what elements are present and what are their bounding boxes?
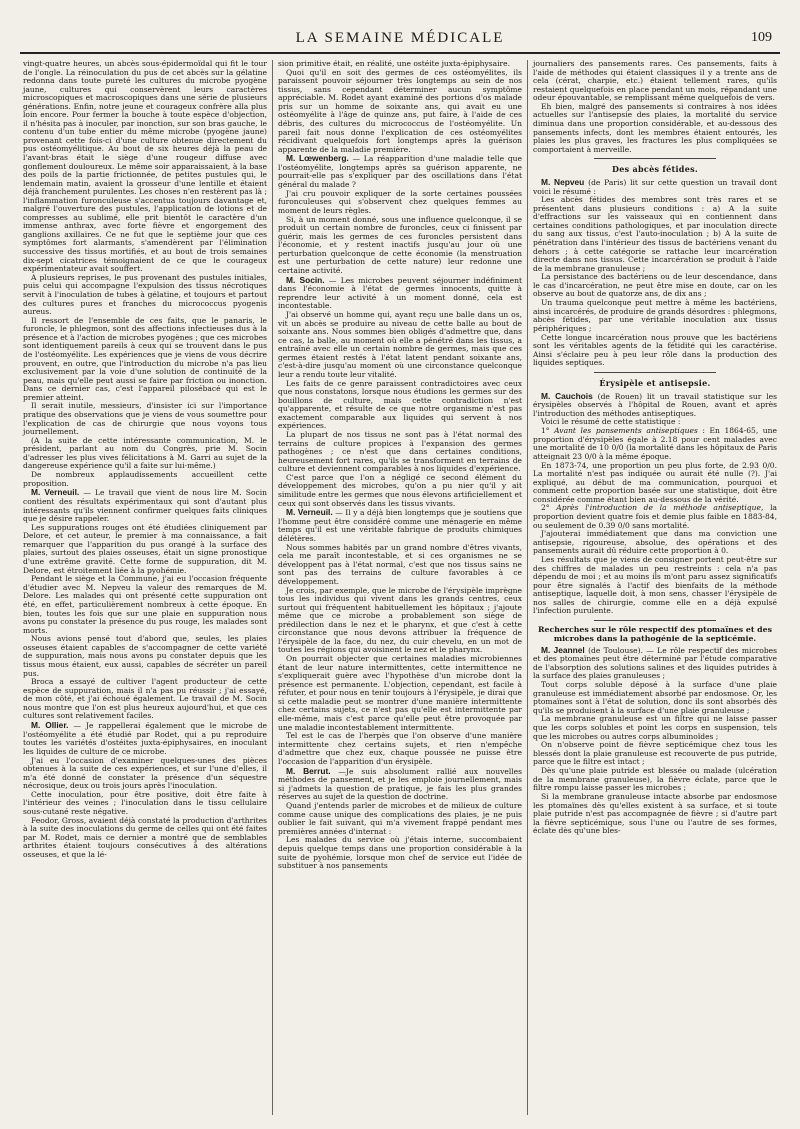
column-1 xyxy=(18,60,272,1115)
paragraph: Les faits de ce genre paraissent contradictoires avec ceux que nous constatons, lorsque nous étudions les germes sur des bouillons de culture, mais cette contradiction n'est qu'apparente, et résulte de ce que notre organisme n'est pas exactement comparable aux liquides qui servent à nos expériences. xyxy=(278,378,522,431)
speaker-name: M. Jeannel xyxy=(541,644,585,655)
paragraph: De nombreux applaudissements accueillent cette proposition. xyxy=(23,470,267,488)
column-3 xyxy=(527,60,782,1115)
paragraph: Nous avions pensé tout d'abord que, seules, les plaies osseuses étaient capables de s'accompagner de cette variété de suppuration, mais nous avons pu constater depuis que les tissus mous étaient, eux aussi, capables de sécréter un pareil pus. xyxy=(23,634,267,678)
speaker-name: M. Verneuil. xyxy=(286,507,333,518)
italic-phrase: Avant les pansements antiseptiques xyxy=(554,426,698,436)
speaker-text: — Il y a déjà bien longtemps que je soutiens que l'homme peut être considéré comme une ménagerie en même temps qu'il est une véritable fabrique de produits chimiques délétères. xyxy=(278,508,523,543)
paragraph: Il ressort de l'ensemble de ces faits, que le panaris, le furoncle, le phlegmon, sont des affections infectieuses dus à la présence et à l'action de microbes pyogènes ; que ces microbes sont identiquement pareils à ceux qui se trouvent dans le pus de l'ostéomyélite. Les expériences que je viens de vous décrire prouvent, en outre, que l'introduction du microbe n'a pas lieu exclusivement par la voie d'une solution de continuité de la peau, mais qu'elle peut aussi se faire par friction ou inonction. Dans ce dernier cas, c'est l'appareil pilosébacé qui est le premier atteint. xyxy=(23,315,267,402)
speaker-paragraph xyxy=(533,392,777,419)
paragraph: (A la suite de cette intéressante communication, M. le président, parlant au nom du Congrès, prie M. Socin d'adresser les plus vives félicitations à M. Garri au sujet de la dangereuse expérience qu'il a faite sur lui-même.) xyxy=(23,435,267,471)
speaker-text: — Les microbes peuvent séjourner indéfiniment dans l'économie à l'état de germes innocents, quitte à reprendre leur activité à un moment donné, cela est incontestable. xyxy=(278,275,522,311)
paragraph xyxy=(533,504,777,530)
paragraph: J'ai eu l'occasion d'examiner quelques-unes des pièces obtenues à la suite de ces expériences, et sur l'une d'elles, il m'a été donné de constater la présence d'un séquestre nécrosique, deux ou trois jours après l'inoculation. xyxy=(23,755,267,791)
speaker-text: — Je rappellerai également que le microbe de l'ostéomyélite a été étudié par Rodet, qui a pu reproduire toutes les variétés d'ostéites juxta-épiphysaires, en inoculant les liquides de culture de ce microbe. xyxy=(23,721,267,756)
speaker-name: M. Lœwenberg. xyxy=(286,153,349,164)
section-rule xyxy=(594,372,716,373)
section-rule xyxy=(594,158,716,159)
paragraph: La plupart de nos tissus ne sont pas à l'état normal des terrains de culture propices à l'expansion des germes pathogènes ; ce n'est que dans certaines conditions, heureusement fort rares, qu'ils se transforment en terrains de culture et deviennent comparables à nos liquides d'expérience. xyxy=(278,430,522,474)
paragraph: Tout corps soluble déposé à la surface d'une plaie granuleuse est immédiatement absorbé par endosmose. Or, les ptomaïnes sont à l'état de solution, donc ils sont absorbés dès qu'ils se produisent à la surface d'une plaie granuleuse ; xyxy=(533,680,777,715)
speaker-text: —Je suis absolument rallié aux nouvelles méthodes de pansement, et je les emploie journellement, mais si j'admets la question de pratique, je fais les plus grandes réserves au sujet de la question de doctrine. xyxy=(278,766,522,802)
paragraph: J'ai cru pouvoir expliquer de la sorte certaines poussées furonculeuses qui s'observent chez quelques femmes au moment de leurs règles. xyxy=(278,188,522,215)
speaker-name: M. Verneuil. xyxy=(31,487,80,498)
speaker-name: M. Berrut. xyxy=(286,765,331,776)
header-rule xyxy=(20,52,780,54)
paragraph: Cette inoculation, pour être positive, doit être faite à l'intérieur des veines ; l'inoculation dans le tissu cellulaire sous-cutané reste négative. xyxy=(23,789,267,817)
speaker-text: (de Paris) lit sur cette question un travail dont voici le résumé : xyxy=(533,178,778,196)
paragraph: La persistance des bactériens ou de leur descendance, dans le cas d'incarcération, ne peut être mise en doute, car on les observe au bout de quatorze ans, de dix ans ; xyxy=(533,272,777,299)
paragraph: Les résultats que je viens de consigner portent peut-être sur des chiffres de malades un peu restreints : cela n'a pas dépendu de moi ; et au moins ils m'ont paru assez significatifs pour être signalés à l'actif des bienfaits de la méthode antiseptique, laquelle doit, à mon sens, chasser l'érysipèle de nos salles de chirurgie, comme elle en a déjà expulsé l'infection purulente. xyxy=(533,555,777,616)
paragraph xyxy=(533,427,777,461)
speaker-paragraph xyxy=(278,276,522,311)
paragraph: Quand j'entends parler de microbes et de milieux de culture comme cause unique des complications des plaies, je ne puis oublier le fait suivant, qui m'a vivement frappé pendant mes premières années d'internat : xyxy=(278,801,522,836)
paragraph: Pendant le siège et la Commune, j'ai eu l'occasion fréquente d'étudier avec M. Nepveu la valeur des remarques de M. Delore. Les malades qui ont présenté cette suppuration ont été, en effet, particulièrement nombreux à cette époque. En bien, toutes les fois que sur une plaie en suppuration nous avons pu constater la présence du pus rouge, les malades sont morts. xyxy=(23,574,267,635)
paragraph: Les suppurations rouges ont été étudiées cliniquement par Delore, et cet auteur, le premier à ma connaissance, a fait remarquer que l'apparition du pus orangé à la surface des plaies, surtout des plaies osseuses, était un signe pronostique d'une extrême gravité. Cette forme de suppuration, dit M. Delore, est étroitement liée à la pyohémie. xyxy=(23,522,267,575)
paragraph: On n'observe point de fièvre septicémique chez tous les blessés dont la plaie granuleuse est recouverte de pus putride, parce que le filtre est intact ; xyxy=(533,740,777,767)
speaker-paragraph xyxy=(23,488,267,523)
paragraph: Cette longue incarcération nous prouve que les bactériens sont les véritables agents de la fétidité qui les caractérise. Ainsi s'éclaire peu à peu leur rôle dans la production des liquides septiques. xyxy=(533,332,777,368)
paragraph: Dès qu'une plaie putride est blessée ou malade (ulcération de la membrane granuleuse), la fièvre éclate, parce que le filtre rompu laisse passer les microbes ; xyxy=(533,766,777,793)
paragraph: En 1873-74, une proportion un peu plus forte, de 2.93 0/0. La mortalité n'est pas indiquée ou aurait été nulle (?). J'ai expliqué, au début de ma communication, pourquoi et comment cette proportion basée sur une statistique, doit être considérée comme étant bien au-dessous de la vérité. xyxy=(533,460,777,504)
list-marker: 2° xyxy=(541,503,557,513)
page-header xyxy=(20,30,780,52)
paragraph: journaliers des pansements rares. Ces pansements, faits à l'aide de méthodes qui étaient classiques il y a trente ans de cela (cérat, charpie, etc.) étaient tellement rares, qu'ils restaient quelquefois en place pendant un mois, répandant une odeur épouvantable, se remplissant même quelquefois de vers. xyxy=(533,60,777,103)
paragraph: Broca a essayé de cultiver l'agent producteur de cette espèce de suppuration, mais il n'a pas pu réussir ; j'ai essayé, de mon côté, et j'ai échoué également. Le travail de M. Socin nous montre que l'on est plus heureux aujourd'hui, et que ces cultures sont relativement faciles. xyxy=(23,677,267,721)
paragraph: Eh bien, malgré des pansements si contraires à nos idées actuelles sur l'antisepsie des plaies, la mortalité du service diminua dans une proportion considérable, et au-dessous des pansements infects, dont les membres étaient entourés, les plaies les plus graves, les fractures les plus compliquées se comportaient à merveille. xyxy=(533,101,777,154)
paragraph: Il serait inutile, messieurs, d'insister ici sur l'importance pratique des observations que je viens de vous soumettre pour l'explication de cas de chirurgie que nous voyons tous journellement. xyxy=(23,401,267,437)
speaker-name: M. Cauchois xyxy=(541,390,593,401)
section-heading: Recherches sur le rôle respectif des ptomaïnes et des microbes dans la pathogénie de la septicémie. xyxy=(538,624,772,643)
paragraph: Les malades du service où j'étais interne, succombaient depuis quelque temps dans une proportion considérable à la suite de pyohémie, lorsque mon chef de service eut l'idée de substituer à nos pansements xyxy=(278,835,522,871)
paragraph: Tel est le cas de l'herpès que l'on observe d'une manière intermittente chez certains sujets, et rien n'empêche d'admettre que chez eux, chaque poussée ne puisse être l'occasion de l'apparition d'un érysipèle. xyxy=(278,731,522,766)
speaker-text: (de Toulouse). — Le rôle respectif des microbes et des ptomaïnes peut être déterminé par l'étude comparative de l'absorption des solutions salines et des liquides putrides à la surface des plaies granuleuses ; xyxy=(533,645,777,681)
paragraph: Quoi qu'il en soit des germes de ces ostéomyélites, ils paraissent pouvoir séjourner très longtemps au sein de nos tissus, sans cependant déterminer aucun symptôme appréciable. M. Rodet ayant examiné des portions d'os malade pris sur un homme de soixante ans, qui avait eu une ostéomyélite à l'âge de quinze ans, put faire, à l'aide de ces débris, des cultures du micrococcus de l'ostéomyélite. Un pareil fait nous donne l'explication de ces ostéomyélites récidivant quelquefois fort longtemps après la guérison apparente de la maladie première. xyxy=(278,67,522,154)
paragraph: On pourrait objecter que certaines maladies microbiennes étant de leur nature intermittentes, cette intermittence ne s'expliquerait guère avec l'hypothèse d'un microbe dont la présence est permanente. L'objection, cependant, est facile à réfuter, et pour nous en tenir toujours à l'érysipèle, je dirai que si cette maladie peut se montrer d'une manière intermittente chez certains sujets, ce n'est pas qu'elle est intermittente par elle-même, mais c'est parce qu'elle peut être provoquée par une maladie incontestablement intermittente. xyxy=(278,654,522,732)
speaker-text: (de Rouen) lit un travail statistique sur les érysipèles observés à l'hôpital de Rouen, avant et après l'introduction des méthodes antiseptiques. xyxy=(533,391,778,418)
speaker-text: — La réapparition d'une maladie telle que l'ostéomyélite, longtemps après sa guérison apparente, ne pourrait-elle pas s'expliquer par des oscillations dans l'état général du malade ? xyxy=(278,154,522,190)
speaker-name: M. Socin. xyxy=(286,274,325,285)
italic-phrase: Après l'introduction de la méthode antiseptique xyxy=(556,503,761,513)
list-marker: 1° xyxy=(541,426,555,436)
running-title: LA SEMAINE MÉDICALE xyxy=(295,30,505,46)
paragraph: Un trauma quelconque peut mettre à même les bactériens, ainsi incarcérés, de produire de grands désordres : phlegmons, abcès fétides, par une véritable inoculation aux tissus périphériques ; xyxy=(533,298,777,333)
speaker-paragraph xyxy=(23,721,267,756)
section-heading: Érysipèle et antisepsie. xyxy=(599,377,711,388)
paragraph: Feodor, Gross, avaient déjà constaté la production d'arthrites à la suite des inoculations du germe de celles qui ont été faites par M. Rodet, mais ce dernier a montré que de semblables arthrites étaient toujours consécutives à des altérations osseuses, et que la lé- xyxy=(23,815,267,859)
text-columns xyxy=(18,60,782,1115)
paragraph-text: , la proportion devient quatre fois et demie plus faible en 1883-84, ou seulement de 0.39 0/0 sans mortalité. xyxy=(533,503,777,530)
column-2 xyxy=(272,60,527,1115)
paragraph: Nous sommes habités par un grand nombre d'êtres vivants, cela me paraît incontestable, et si ces organismes ne se développent pas à l'état normal, c'est que nos tissus sains ne sont pas des terrains de culture favorables à ce développement. xyxy=(278,542,522,586)
paragraph: sion primitive était, en réalité, une ostéite juxta-épiphysaire. xyxy=(278,60,511,68)
paragraph: Les abcès fétides des membres sont très rares et se présentent dans plusieurs conditions : a) A la suite d'effractions sur les vaisseaux qui en contiennent dans certaines conditions pathologiques, et par inoculation directe du sang aux tissus, c'est l'auto-inoculation ; b) A la suite de pénétration dans l'intérieur des tissus de bactériens venant du dehors ; à cette catégorie se rattache leur incarcération directe dans nos tissus. Cette incarcération se produit à l'aide de la membrane granuleuse ; xyxy=(533,195,777,273)
speaker-paragraph xyxy=(278,767,522,802)
speaker-text: — Le travail que vient de nous lire M. Socin contient des résultats expérimentaux qui sont d'autant plus intéressants qu'ils viennent confirmer quelques faits cliniques que je désire rappeler. xyxy=(23,488,267,524)
paragraph: Je crois, par exemple, que le microbe de l'érysipèle imprègne tous les individus qui vivent dans les grands centres, ceux surtout qui fréquentent habituellement les hôpitaux ; j'ajoute même que ce microbe a probablement son siège de prédilection dans le nez et le pharynx, et que c'est à cette circonstance que nous devons attribuer la fréquence de l'érysipèle de la face, du nez, du cuir chevelu, en un mot de toutes les régions qui avoisinent le nez et le pharynx. xyxy=(278,585,522,655)
paragraph-text: : En 1864-65, une proportion d'érysipèles égale à 2.18 pour cent malades avec une mortalité de 10 0/0 (la mortalité dans les hôpitaux de Paris atteignait 23 0/0 à la même époque. xyxy=(533,426,777,461)
speaker-paragraph xyxy=(278,508,522,543)
speaker-name: M. Ollier. xyxy=(31,720,69,731)
paragraph: A plusieurs reprises, le pus provenant des pustules initiales, puis celui qui accompagne l'expulsion des tissus nécrotiques servit à l'inoculation de tubes à gélatine, et toujours et partout des cultures pures et franches du micrococcus pyogenis aureus. xyxy=(23,272,267,317)
paragraph: La membrane granuleuse est un filtre qui ne laisse passer que les corps solubles et point les corps en suspension, tels que les microbes ou autres corps albuminoïdes ; xyxy=(533,714,777,741)
paragraph: J'ai observé un homme qui, ayant reçu une balle dans un os, vit un abcès se produire au niveau de cette balle au bout de soixante ans. Nous sommes bien obligés d'admettre que, dans ce cas, la balle, au moment où elle a pénétré dans les tissus, a entraîné avec elle un certain nombre de germes, mais que ces germes étaient restés à l'état latent pendant soixante ans, c'est-à-dire jusqu'au moment où une circonstance quelconque leur a rendu toute leur vitalité. xyxy=(278,309,522,379)
paragraph: C'est parce que l'on a négligé ce second élément du développement des microbes, qu'on a pu nier qu'il y ait similitude entre les germes que nous élevons artificiellement et ceux qui sont observés dans les tissus vivants. xyxy=(278,472,522,508)
paragraph: vingt-quatre heures, un abcès sous-épidermoïdal qui fit le tour de l'ongle. La réinoculation du pus de cet abcès sur la gélatine redonna dans toute pureté les cultures du microbe pyogène jaune, cultures qui conservèrent leurs caractères microscopiques et macroscopiques dans une série de plusieurs générations. Enfin, notre jeune et courageux confrère alla plus loin encore. Pour fermer la bouche à toute espèce d'objection, il n'hésita pas à inoculer, par inonction, sur son bras gauche, le contenu d'un tube entier du même microbe (pyogène jaune) provenant cette fois-ci d'une culture obtenue directement du pus ostéomyélitique. Au bout de six heures déjà la peau de l'avant-bras était le siège d'une rougeur diffuse avec gonflement douloureux. Le même soir apparaissaient, à la base des poils de la partie frictionnée, de petites pustules qui, le lendemain matin, avaient la grosseur d'une lentille et étaient déjà franchement purulentes. Les choses n'en restèrent pas là ; l'inflammation furonculeuse s'accentua toujours davantage et, malgré l'ouverture des pustules, l'application de lotions et de compresses au sublimé, elle prit bientôt le caractère d'un immense anthrax, avec forte fièvre et engorgement des ganglions axillaires. Ce ne fut que le septième jour que ces symptômes fort alarmants, s'amendèrent par l'élimination successive des tissus mortifiés, et au bout de trois semaines dix-sept cicatrices témoignaient de ce que le courageux expérimentateur avait souffert. xyxy=(23,60,267,274)
paragraph: Si, à un moment donné, sous une influence quelconque, il se produit un certain nombre de furoncles, ceux ci finissent par guérir, mais les germes de ces furoncles persistent dans l'économie, et y restent inactifs jusqu'au jour où une perturbation quelconque de cette économie (la menstruation est une perturbation de cette nature) leur redonne une certaine activité. xyxy=(278,214,522,275)
speaker-paragraph xyxy=(278,154,522,189)
paragraph: J'ajouterai immédiatement que dans ma conviction une antisepsie, rigoureuse, absolue, des opérations et des pansements aurait dû réduire cette proportion à 0. xyxy=(533,529,777,556)
paragraph: Si la membrane granuleuse intacte absorbe par endosmose les ptomaïnes dès qu'elles existent à sa surface, et si toute plaie putride n'est pas accompagnée de fièvre ; si d'autre part la fièvre septicémique, sous l'une ou l'autre de ses formes, éclate dès qu'une bles- xyxy=(533,791,777,836)
section-rule xyxy=(594,620,716,621)
page-number: 109 xyxy=(751,30,772,45)
speaker-paragraph xyxy=(533,646,777,681)
speaker-name: M. Nepveu xyxy=(541,177,585,187)
section-heading: Des abcès fétides. xyxy=(612,164,698,174)
speaker-paragraph xyxy=(533,178,777,196)
paragraph: Voici le résumé de cette statistique : xyxy=(541,417,681,427)
